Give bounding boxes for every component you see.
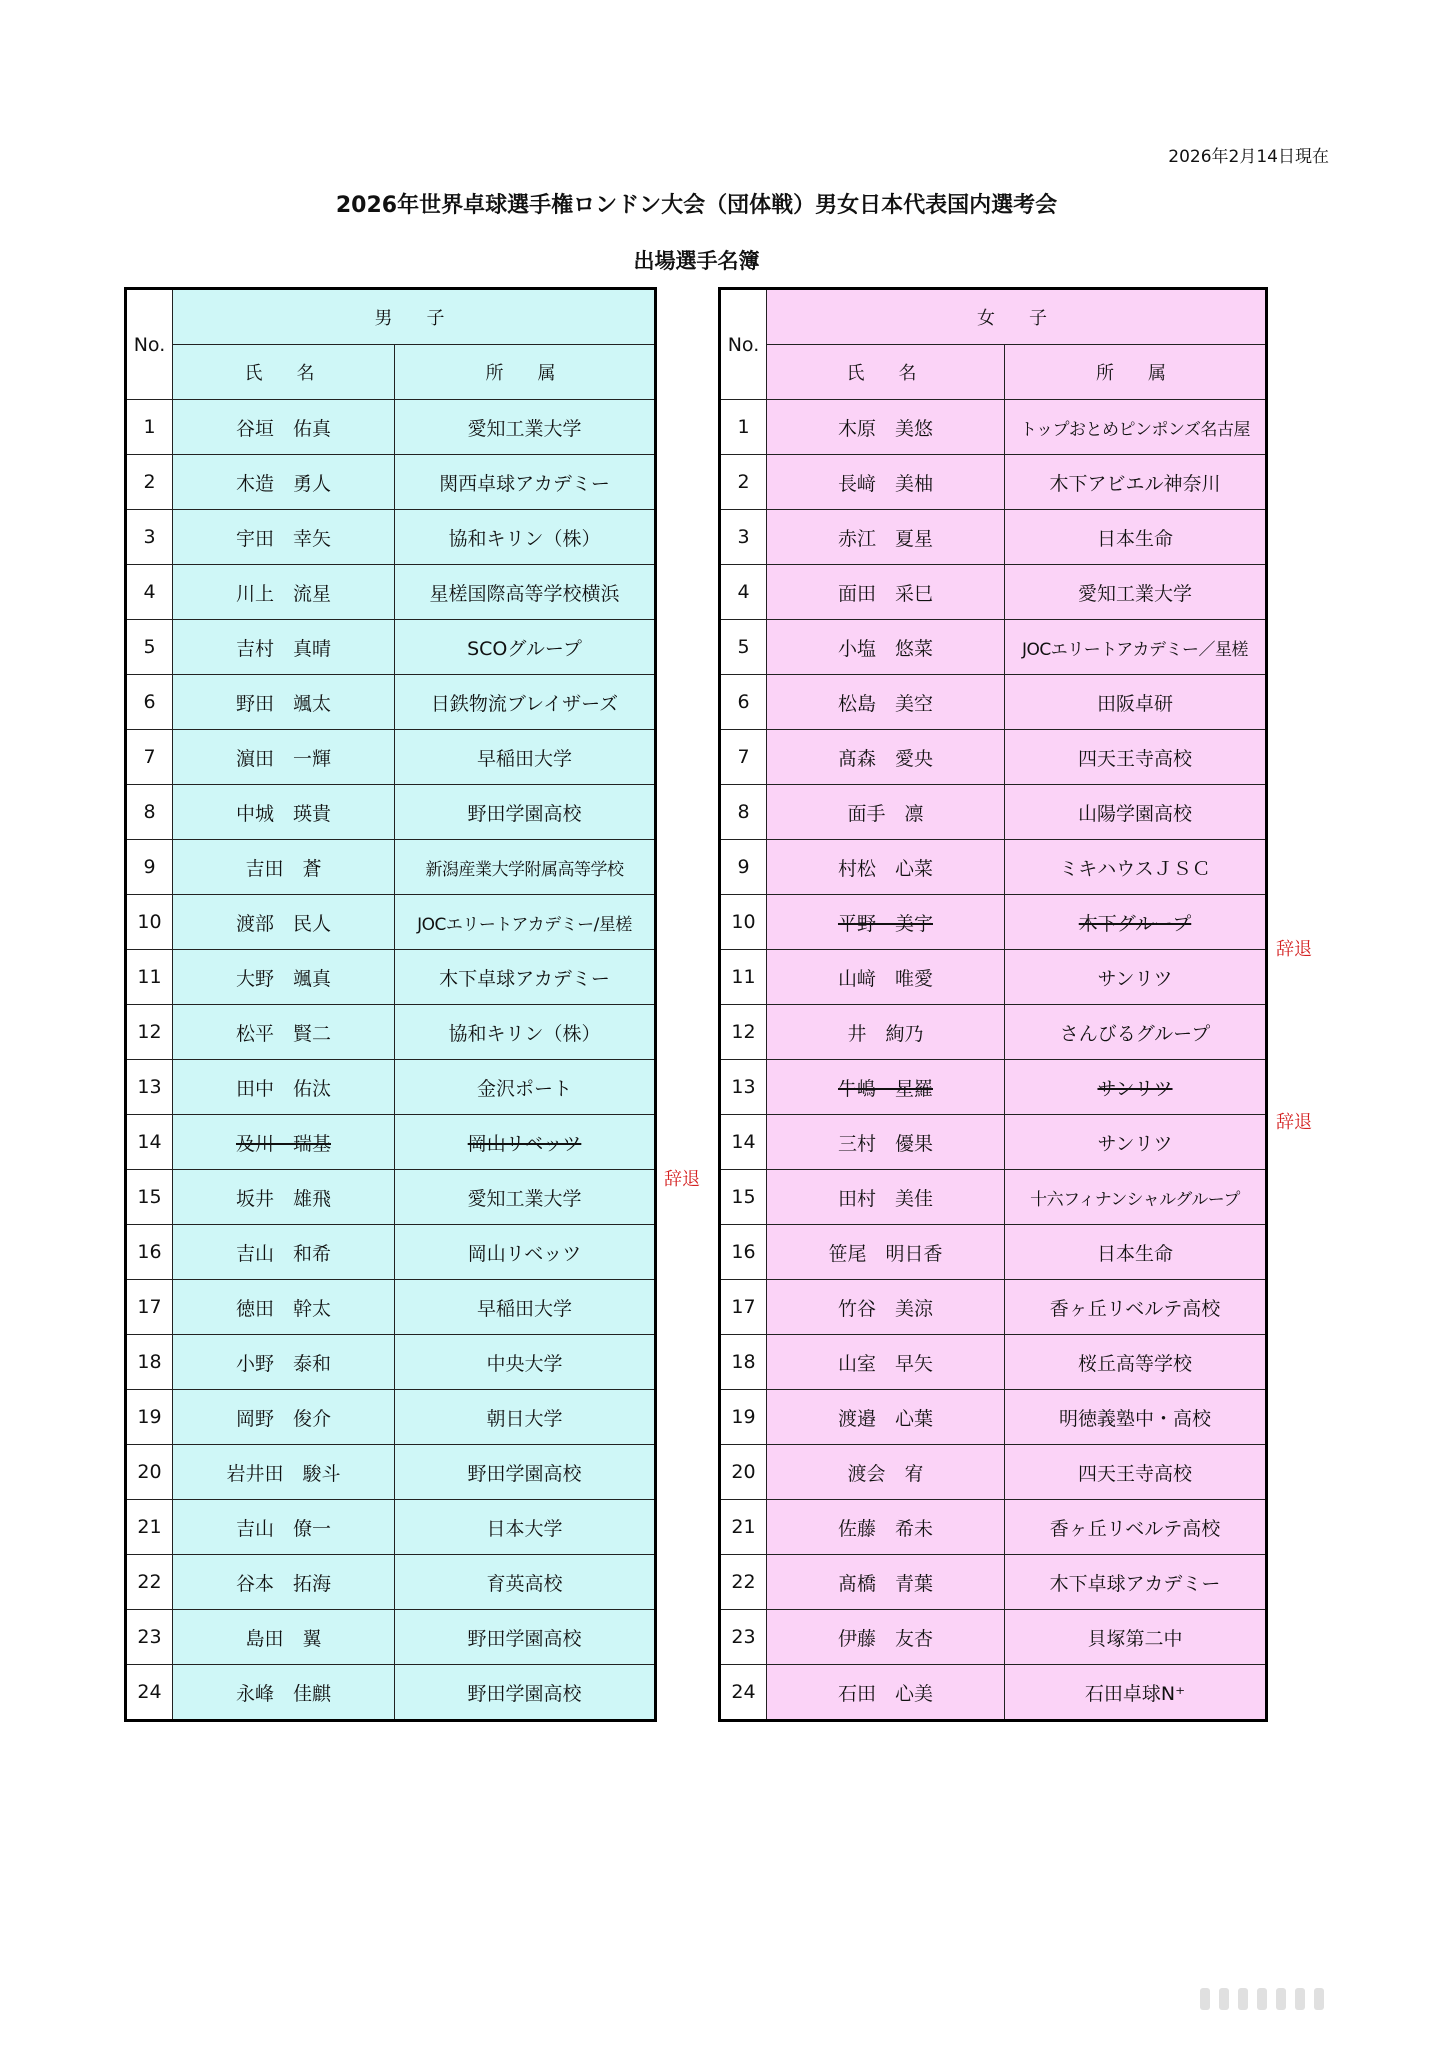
player-affiliation: 早稲田大学 <box>395 1280 656 1335</box>
player-name: 面田 采巳 <box>767 565 1005 620</box>
row-number: 15 <box>126 1170 173 1225</box>
player-name-withdrawn <box>767 895 1005 950</box>
table-row <box>720 675 1267 730</box>
table-row <box>126 455 656 510</box>
player-name: 川上 流星 <box>173 565 395 620</box>
table-row <box>126 1005 656 1060</box>
row-number: 10 <box>720 895 767 950</box>
row-number: 11 <box>720 950 767 1005</box>
player-name: 松島 美空 <box>767 675 1005 730</box>
table-row <box>126 785 656 840</box>
player-name: 小野 泰和 <box>173 1335 395 1390</box>
watermark-mark <box>1314 1988 1324 2010</box>
player-affiliation: JOCエリートアカデミー／星槎 <box>1005 620 1267 675</box>
player-affiliation: 野田学園高校 <box>395 1665 656 1721</box>
table-row <box>126 1665 656 1721</box>
player-name: 吉村 真晴 <box>173 620 395 675</box>
women-name-header: 氏 名 <box>767 345 1005 400</box>
player-name: 山室 早矢 <box>767 1335 1005 1390</box>
player-affiliation: 日鉄物流ブレイザーズ <box>395 675 656 730</box>
table-row-withdrawn <box>720 895 1267 950</box>
player-name: 中城 瑛貴 <box>173 785 395 840</box>
men-no-header: No. <box>126 289 173 400</box>
watermark-mark <box>1200 1988 1210 2010</box>
row-number: 13 <box>126 1060 173 1115</box>
women-affiliation-header: 所 属 <box>1005 345 1267 400</box>
row-number: 9 <box>126 840 173 895</box>
row-number: 15 <box>720 1170 767 1225</box>
player-name-text: 牛嶋 星羅 <box>837 1077 933 1100</box>
player-affiliation: 愛知工業大学 <box>1005 565 1267 620</box>
table-row <box>126 675 656 730</box>
player-affiliation: 四天王寺高校 <box>1005 730 1267 785</box>
row-number: 5 <box>720 620 767 675</box>
withdrawn-note-women-13: 辞退 <box>1276 1112 1312 1133</box>
row-number: 14 <box>720 1115 767 1170</box>
table-row <box>720 1170 1267 1225</box>
withdrawn-note-men-14: 辞退 <box>664 1169 700 1190</box>
row-number: 1 <box>720 400 767 455</box>
men-section-header: 男 子 <box>173 289 656 345</box>
row-number: 6 <box>720 675 767 730</box>
player-affiliation: 日本大学 <box>395 1500 656 1555</box>
watermark-marks <box>1200 1988 1390 2018</box>
player-affiliation: 石田卓球N⁺ <box>1005 1665 1267 1721</box>
player-name: 佐藤 希未 <box>767 1500 1005 1555</box>
player-affiliation: 四天王寺高校 <box>1005 1445 1267 1500</box>
player-affiliation-text: サンリツ <box>1097 1077 1173 1100</box>
row-number: 5 <box>126 620 173 675</box>
row-number: 22 <box>126 1555 173 1610</box>
player-affiliation: 愛知工業大学 <box>395 1170 656 1225</box>
player-affiliation: SCOグループ <box>395 620 656 675</box>
watermark-mark <box>1276 1988 1286 2010</box>
player-name: 木造 勇人 <box>173 455 395 510</box>
row-number: 17 <box>720 1280 767 1335</box>
row-number: 8 <box>126 785 173 840</box>
player-name: 井 絢乃 <box>767 1005 1005 1060</box>
row-number: 22 <box>720 1555 767 1610</box>
table-row <box>126 895 656 950</box>
table-row <box>126 840 656 895</box>
row-number: 17 <box>126 1280 173 1335</box>
table-row <box>126 1060 656 1115</box>
row-number: 8 <box>720 785 767 840</box>
row-number: 23 <box>126 1610 173 1665</box>
table-row <box>126 1500 656 1555</box>
row-number: 12 <box>126 1005 173 1060</box>
player-affiliation: 十六フィナンシャルグループ <box>1005 1170 1267 1225</box>
player-affiliation: 田阪卓研 <box>1005 675 1267 730</box>
player-affiliation: JOCエリートアカデミー/星槎 <box>395 895 656 950</box>
player-affiliation: 山陽学園高校 <box>1005 785 1267 840</box>
table-row <box>720 400 1267 455</box>
player-name: 濵田 一輝 <box>173 730 395 785</box>
player-affiliation: 木下卓球アカデミー <box>395 950 656 1005</box>
player-name: 吉山 僚一 <box>173 1500 395 1555</box>
player-name: 谷垣 佑真 <box>173 400 395 455</box>
player-affiliation: 関西卓球アカデミー <box>395 455 656 510</box>
player-name: 吉田 蒼 <box>173 840 395 895</box>
row-number: 20 <box>720 1445 767 1500</box>
row-number: 7 <box>720 730 767 785</box>
women-section-header: 女 子 <box>767 289 1267 345</box>
row-number: 11 <box>126 950 173 1005</box>
table-row <box>126 1555 656 1610</box>
row-number: 7 <box>126 730 173 785</box>
row-number: 9 <box>720 840 767 895</box>
row-number: 21 <box>720 1500 767 1555</box>
row-number: 21 <box>126 1500 173 1555</box>
player-name: 髙森 愛央 <box>767 730 1005 785</box>
player-name: 三村 優果 <box>767 1115 1005 1170</box>
table-row <box>126 510 656 565</box>
row-number: 2 <box>126 455 173 510</box>
table-row <box>720 620 1267 675</box>
player-name: 竹谷 美涼 <box>767 1280 1005 1335</box>
player-affiliation: サンリツ <box>1005 950 1267 1005</box>
player-affiliation: 野田学園高校 <box>395 785 656 840</box>
table-row <box>720 1445 1267 1500</box>
player-name-text: 平野 美宇 <box>837 912 933 935</box>
player-name: 渡会 宥 <box>767 1445 1005 1500</box>
table-row <box>720 1665 1267 1721</box>
player-affiliation: 愛知工業大学 <box>395 400 656 455</box>
table-row-withdrawn <box>720 1060 1267 1115</box>
player-affiliation-withdrawn <box>395 1115 656 1170</box>
player-name: 岩井田 駿斗 <box>173 1445 395 1500</box>
player-name: 島田 翼 <box>173 1610 395 1665</box>
table-row <box>126 1335 656 1390</box>
player-name: 田中 佑汰 <box>173 1060 395 1115</box>
player-affiliation: 日本生命 <box>1005 510 1267 565</box>
table-row <box>126 730 656 785</box>
table-row <box>720 950 1267 1005</box>
table-row <box>720 1335 1267 1390</box>
table-row <box>720 1225 1267 1280</box>
row-number: 16 <box>126 1225 173 1280</box>
table-row <box>126 620 656 675</box>
table-row <box>720 785 1267 840</box>
row-number: 19 <box>126 1390 173 1445</box>
table-row <box>720 565 1267 620</box>
player-affiliation: 野田学園高校 <box>395 1445 656 1500</box>
player-affiliation: 中央大学 <box>395 1335 656 1390</box>
player-name: 谷本 拓海 <box>173 1555 395 1610</box>
player-affiliation: サンリツ <box>1005 1115 1267 1170</box>
women-no-header: No. <box>720 289 767 400</box>
as-of-date: 2026年2月14日現在 <box>1168 147 1329 167</box>
player-affiliation: 香ヶ丘リベルテ高校 <box>1005 1280 1267 1335</box>
player-affiliation: 木下卓球アカデミー <box>1005 1555 1267 1610</box>
player-affiliation: 香ヶ丘リベルテ高校 <box>1005 1500 1267 1555</box>
row-number: 13 <box>720 1060 767 1115</box>
player-name: 永峰 佳麒 <box>173 1665 395 1721</box>
player-affiliation: ミキハウスＪＳＣ <box>1005 840 1267 895</box>
table-row <box>126 400 656 455</box>
player-name: 伊藤 友杏 <box>767 1610 1005 1665</box>
player-name: 面手 凛 <box>767 785 1005 840</box>
row-number: 12 <box>720 1005 767 1060</box>
player-name: 髙橋 青葉 <box>767 1555 1005 1610</box>
player-name: 小塩 悠菜 <box>767 620 1005 675</box>
player-name: 坂井 雄飛 <box>173 1170 395 1225</box>
player-name: 渡邉 心葉 <box>767 1390 1005 1445</box>
player-affiliation: 育英高校 <box>395 1555 656 1610</box>
player-affiliation: 協和キリン（株） <box>395 1005 656 1060</box>
table-row <box>126 1390 656 1445</box>
withdrawn-note-women-10: 辞退 <box>1276 939 1312 960</box>
row-number: 10 <box>126 895 173 950</box>
row-number: 24 <box>720 1665 767 1721</box>
table-row <box>720 1500 1267 1555</box>
row-number: 19 <box>720 1390 767 1445</box>
player-affiliation: 協和キリン（株） <box>395 510 656 565</box>
player-name-withdrawn <box>173 1115 395 1170</box>
watermark-mark <box>1257 1988 1267 2010</box>
table-row <box>720 1005 1267 1060</box>
player-name: 宇田 幸矢 <box>173 510 395 565</box>
player-name-withdrawn <box>767 1060 1005 1115</box>
player-name: 木原 美悠 <box>767 400 1005 455</box>
player-affiliation: 野田学園高校 <box>395 1610 656 1665</box>
table-row <box>720 1280 1267 1335</box>
player-name: 岡野 俊介 <box>173 1390 395 1445</box>
table-row <box>126 1170 656 1225</box>
table-row <box>126 1280 656 1335</box>
player-name-text: 及川 瑞基 <box>235 1132 331 1155</box>
row-number: 3 <box>126 510 173 565</box>
table-row <box>720 1555 1267 1610</box>
watermark-mark <box>1219 1988 1229 2010</box>
player-affiliation: 金沢ポート <box>395 1060 656 1115</box>
table-row <box>720 840 1267 895</box>
row-number: 6 <box>126 675 173 730</box>
player-affiliation: 日本生命 <box>1005 1225 1267 1280</box>
table-row <box>720 510 1267 565</box>
player-affiliation: 明徳義塾中・高校 <box>1005 1390 1267 1445</box>
player-affiliation: 新潟産業大学附属高等学校 <box>395 840 656 895</box>
table-row-withdrawn <box>126 1115 656 1170</box>
player-name: 田村 美佳 <box>767 1170 1005 1225</box>
table-row <box>720 455 1267 510</box>
player-name: 徳田 幹太 <box>173 1280 395 1335</box>
table-row <box>126 565 656 620</box>
player-name: 山﨑 唯愛 <box>767 950 1005 1005</box>
player-affiliation-withdrawn <box>1005 895 1267 950</box>
row-number: 3 <box>720 510 767 565</box>
table-row <box>126 1225 656 1280</box>
document-subtitle: 出場選手名簿 <box>633 249 760 273</box>
player-name: 野田 颯太 <box>173 675 395 730</box>
player-name: 吉山 和希 <box>173 1225 395 1280</box>
player-affiliation: 木下アビエル神奈川 <box>1005 455 1267 510</box>
player-affiliation: さんびるグループ <box>1005 1005 1267 1060</box>
table-row <box>126 1445 656 1500</box>
player-name: 赤江 夏星 <box>767 510 1005 565</box>
player-name: 村松 心菜 <box>767 840 1005 895</box>
player-affiliation-text: 岡山リベッツ <box>467 1132 582 1155</box>
men-name-header: 氏 名 <box>173 345 395 400</box>
row-number: 16 <box>720 1225 767 1280</box>
row-number: 4 <box>720 565 767 620</box>
player-affiliation: 早稲田大学 <box>395 730 656 785</box>
player-affiliation: 貝塚第二中 <box>1005 1610 1267 1665</box>
table-row <box>720 1610 1267 1665</box>
men-affiliation-header: 所 属 <box>395 345 656 400</box>
player-affiliation-text: 木下グループ <box>1078 912 1192 935</box>
men-roster-table <box>124 287 657 1722</box>
player-affiliation: 桜丘高等学校 <box>1005 1335 1267 1390</box>
player-affiliation: 星槎国際高等学校横浜 <box>395 565 656 620</box>
row-number: 23 <box>720 1610 767 1665</box>
player-affiliation: 岡山リベッツ <box>395 1225 656 1280</box>
row-number: 18 <box>126 1335 173 1390</box>
player-name: 石田 心美 <box>767 1665 1005 1721</box>
player-affiliation: トップおとめピンポンズ名古屋 <box>1005 400 1267 455</box>
table-row <box>720 730 1267 785</box>
player-name: 笹尾 明日香 <box>767 1225 1005 1280</box>
row-number: 1 <box>126 400 173 455</box>
table-row <box>126 950 656 1005</box>
player-name: 松平 賢二 <box>173 1005 395 1060</box>
table-row <box>720 1390 1267 1445</box>
women-roster-table <box>718 287 1268 1722</box>
row-number: 14 <box>126 1115 173 1170</box>
player-affiliation: 朝日大学 <box>395 1390 656 1445</box>
document-title: 2026年世界卓球選手権ロンドン大会（団体戦）男女日本代表国内選考会 <box>335 193 1058 218</box>
watermark-mark <box>1238 1988 1248 2010</box>
table-row <box>126 1610 656 1665</box>
player-name: 大野 颯真 <box>173 950 395 1005</box>
row-number: 4 <box>126 565 173 620</box>
watermark-mark <box>1295 1988 1305 2010</box>
table-row <box>720 1115 1267 1170</box>
row-number: 18 <box>720 1335 767 1390</box>
player-affiliation-withdrawn <box>1005 1060 1267 1115</box>
player-name: 渡部 民人 <box>173 895 395 950</box>
row-number: 2 <box>720 455 767 510</box>
row-number: 24 <box>126 1665 173 1721</box>
player-name: 長﨑 美柚 <box>767 455 1005 510</box>
row-number: 20 <box>126 1445 173 1500</box>
